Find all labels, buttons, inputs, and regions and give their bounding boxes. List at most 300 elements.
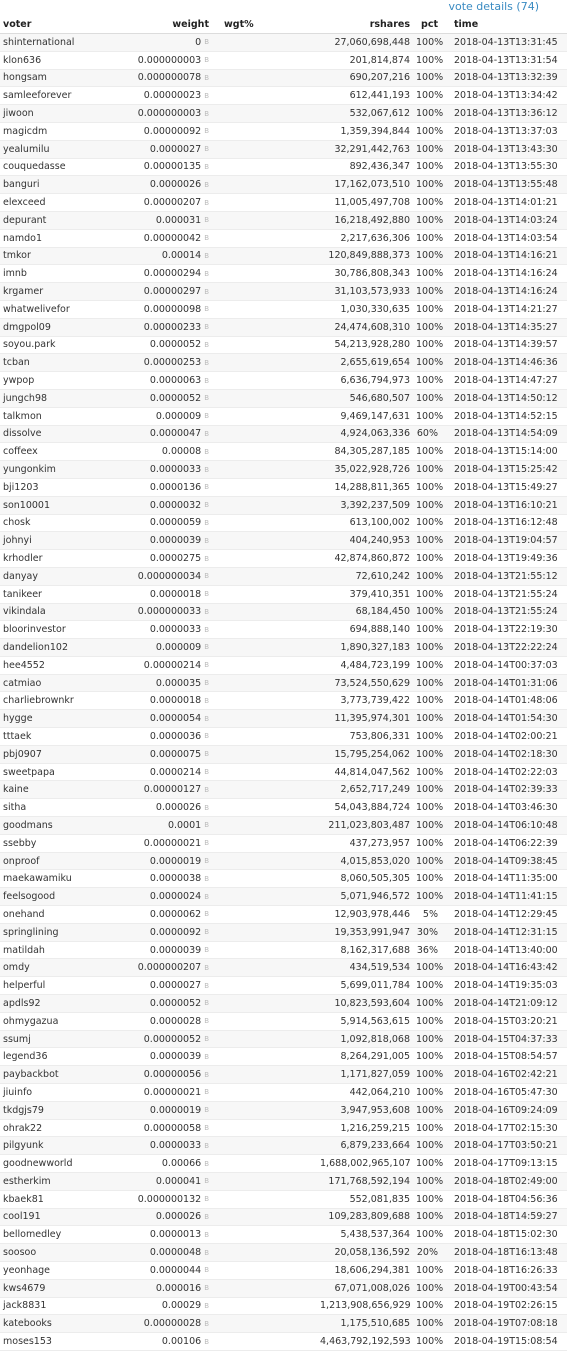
vote-weight [106, 283, 212, 301]
vote-rshares: 35,022,928,726 [317, 461, 413, 479]
voter-name[interactable]: namdo1 [0, 229, 106, 247]
vote-rshares: 1,688,002,965,107 [317, 1155, 413, 1173]
voter-name[interactable]: onproof [0, 852, 106, 870]
vote-pct: 100% [413, 1208, 441, 1226]
voter-name[interactable]: elexceed [0, 194, 106, 212]
weight-value: 0.0000052 [149, 392, 202, 404]
vote-time: 2018-04-14T13:40:00 [441, 941, 567, 959]
vote-rshares: 19,353,991,947 [317, 923, 413, 941]
vote-rshares: 3,392,237,509 [317, 496, 413, 514]
vote-row [0, 425, 567, 443]
voter-name[interactable]: springlining [0, 923, 106, 941]
vote-row [0, 728, 567, 746]
vote-pct: 100% [413, 781, 441, 799]
voter-name[interactable]: dandelion102 [0, 639, 106, 657]
vote-wgt-pct [212, 834, 317, 852]
vote-weight [106, 532, 212, 550]
vote-wgt-pct [212, 567, 317, 585]
vote-pct: 100% [413, 995, 441, 1013]
voter-name[interactable]: son10001 [0, 496, 106, 514]
vote-wgt-pct [212, 1066, 317, 1084]
vote-wgt-pct [212, 656, 317, 674]
vote-pct: 100% [413, 407, 441, 425]
vote-weight [106, 354, 212, 372]
voter-name[interactable]: ssebby [0, 834, 106, 852]
vote-wgt-pct [212, 888, 317, 906]
vote-weight [106, 496, 212, 514]
vote-time: 2018-04-15T04:37:33 [441, 1030, 567, 1048]
weight-value: 0.0000028 [149, 1015, 202, 1027]
voter-name[interactable]: pilgyunk [0, 1137, 106, 1155]
vote-time: 2018-04-14T01:31:06 [441, 674, 567, 692]
weight-value: 0.0000036 [149, 730, 202, 742]
vote-pct: 100% [413, 799, 441, 817]
voter-name[interactable]: apdls92 [0, 995, 106, 1013]
vote-time: 2018-04-13T13:55:30 [441, 158, 567, 176]
vote-wgt-pct [212, 781, 317, 799]
vote-weight [106, 211, 212, 229]
vote-row [0, 763, 567, 781]
voter-name[interactable]: banguri [0, 176, 106, 194]
voter-name[interactable]: pbj0907 [0, 745, 106, 763]
vote-time: 2018-04-13T15:25:42 [441, 461, 567, 479]
vote-weight [106, 105, 212, 123]
weight-unit-label: B [204, 892, 209, 901]
vote-row [0, 585, 567, 603]
vote-row [0, 1244, 567, 1262]
vote-wgt-pct [212, 1137, 317, 1155]
weight-value: 0.0000062 [149, 908, 202, 920]
vote-time: 2018-04-16T02:42:21 [441, 1066, 567, 1084]
vote-wgt-pct [212, 817, 317, 835]
vote-pct: 100% [413, 443, 441, 461]
vote-time: 2018-04-14T11:41:15 [441, 888, 567, 906]
vote-pct: 100% [413, 336, 441, 354]
vote-weight [106, 1208, 212, 1226]
vote-wgt-pct [212, 354, 317, 372]
voter-name[interactable]: soyou.park [0, 336, 106, 354]
vote-wgt-pct [212, 87, 317, 105]
voter-name[interactable]: goodnewworld [0, 1155, 106, 1173]
weight-value: 0 [195, 36, 202, 48]
voter-name[interactable]: estherkim [0, 1173, 106, 1191]
weight-unit-label: B [204, 465, 209, 474]
vote-row [0, 710, 567, 728]
vote-rshares: 6,636,794,973 [317, 372, 413, 390]
vote-row [0, 514, 567, 532]
weight-value: 0.000000132 [137, 1193, 202, 1205]
vote-weight [106, 852, 212, 870]
weight-unit-label: B [204, 1337, 209, 1346]
weight-unit-label: B [204, 572, 209, 581]
voter-name[interactable]: danyay [0, 567, 106, 585]
voter-name[interactable]: paybackbot [0, 1066, 106, 1084]
vote-rshares: 20,058,136,592 [317, 1244, 413, 1262]
voter-name[interactable]: tcban [0, 354, 106, 372]
vote-row [0, 69, 567, 87]
weight-unit-label: B [204, 340, 209, 349]
vote-pct: 100% [413, 1030, 441, 1048]
voter-name[interactable]: matildah [0, 941, 106, 959]
voter-name[interactable]: tttaek [0, 728, 106, 746]
vote-wgt-pct [212, 265, 317, 283]
vote-time: 2018-04-19T00:43:54 [441, 1279, 567, 1297]
vote-pct: 100% [413, 639, 441, 657]
weight-value: 0.00029 [161, 1300, 202, 1312]
vote-rshares: 1,175,510,685 [317, 1315, 413, 1333]
vote-pct: 100% [413, 1190, 441, 1208]
weight-unit-label: B [204, 857, 209, 866]
weight-unit-label: B [204, 162, 209, 171]
vote-pct: 100% [413, 140, 441, 158]
voter-name[interactable]: johnyi [0, 532, 106, 550]
column-header-voter[interactable]: voter [0, 16, 106, 34]
voter-name[interactable]: coffeex [0, 443, 106, 461]
voter-name[interactable]: bji1203 [0, 478, 106, 496]
vote-wgt-pct [212, 1226, 317, 1244]
weight-unit-label: B [204, 803, 209, 812]
weight-unit-label: B [204, 1017, 209, 1026]
weight-value: 0.0000075 [149, 748, 202, 760]
weight-unit-label: B [204, 305, 209, 314]
vote-time: 2018-04-13T13:43:30 [441, 140, 567, 158]
voter-name[interactable]: tkdgjs79 [0, 1101, 106, 1119]
weight-value: 0.0000033 [149, 464, 202, 476]
voter-name[interactable]: samleeforever [0, 87, 106, 105]
vote-row [0, 1084, 567, 1102]
vote-wgt-pct [212, 906, 317, 924]
vote-time: 2018-04-13T22:19:30 [441, 621, 567, 639]
vote-pct: 100% [413, 389, 441, 407]
voter-name[interactable]: hee4552 [0, 656, 106, 674]
vote-weight [106, 995, 212, 1013]
vote-weight [106, 906, 212, 924]
voter-name[interactable]: imnb [0, 265, 106, 283]
voter-name[interactable]: krgamer [0, 283, 106, 301]
voter-name[interactable]: yeonhage [0, 1261, 106, 1279]
voter-name[interactable]: sweetpapa [0, 763, 106, 781]
weight-value: 0.000000078 [137, 72, 202, 84]
weight-unit-label: B [204, 1230, 209, 1239]
vote-wgt-pct [212, 461, 317, 479]
vote-rshares: 30,786,808,343 [317, 265, 413, 283]
vote-row [0, 674, 567, 692]
vote-wgt-pct [212, 603, 317, 621]
voter-name[interactable]: katebooks [0, 1315, 106, 1333]
voter-name[interactable]: feelsogood [0, 888, 106, 906]
vote-wgt-pct [212, 51, 317, 69]
vote-pct: 100% [413, 763, 441, 781]
vote-pct: 20% [413, 1244, 441, 1262]
vote-time: 2018-04-13T14:54:09 [441, 425, 567, 443]
vote-time: 2018-04-13T14:35:27 [441, 318, 567, 336]
vote-rshares: 17,162,073,510 [317, 176, 413, 194]
voter-name[interactable]: whatwelivefor [0, 300, 106, 318]
vote-row [0, 621, 567, 639]
vote-wgt-pct [212, 532, 317, 550]
vote-time: 2018-04-18T04:56:36 [441, 1190, 567, 1208]
voter-name[interactable]: goodmans [0, 817, 106, 835]
vote-rshares: 6,879,233,664 [317, 1137, 413, 1155]
vote-rshares: 892,436,347 [317, 158, 413, 176]
voter-name[interactable]: dmgpol09 [0, 318, 106, 336]
voter-name[interactable]: jiwoon [0, 105, 106, 123]
voter-name[interactable]: jiuinfo [0, 1084, 106, 1102]
vote-weight [106, 763, 212, 781]
vote-weight [106, 140, 212, 158]
vote-rshares: 8,060,505,305 [317, 870, 413, 888]
vote-pct: 100% [413, 1119, 441, 1137]
voter-name[interactable]: depurant [0, 211, 106, 229]
vote-wgt-pct [212, 389, 317, 407]
voter-name[interactable]: kaine [0, 781, 106, 799]
vote-pct: 100% [413, 550, 441, 568]
vote-rshares: 5,699,011,784 [317, 977, 413, 995]
voter-name[interactable]: tanikeer [0, 585, 106, 603]
voter-name[interactable]: yealumilu [0, 140, 106, 158]
voter-name[interactable]: couquedasse [0, 158, 106, 176]
weight-value: 0.0000033 [149, 1140, 202, 1152]
vote-row [0, 194, 567, 212]
voter-name[interactable]: jungch98 [0, 389, 106, 407]
weight-value: 0.000000003 [137, 54, 202, 66]
vote-row [0, 247, 567, 265]
vote-time: 2018-04-19T15:08:54 [441, 1333, 567, 1351]
vote-row [0, 300, 567, 318]
weight-unit-label: B [204, 1052, 209, 1061]
vote-weight [106, 407, 212, 425]
vote-weight [106, 888, 212, 906]
vote-wgt-pct [212, 959, 317, 977]
vote-row [0, 852, 567, 870]
vote-pct: 100% [413, 514, 441, 532]
vote-weight [106, 977, 212, 995]
voter-name[interactable]: cool191 [0, 1208, 106, 1226]
column-header-time[interactable]: time [441, 16, 567, 34]
weight-unit-label: B [204, 1266, 209, 1275]
voter-name[interactable]: ohrak22 [0, 1119, 106, 1137]
vote-time: 2018-04-18T02:49:00 [441, 1173, 567, 1191]
weight-unit-label: B [204, 1177, 209, 1186]
vote-weight [106, 318, 212, 336]
voter-name[interactable]: catmiao [0, 674, 106, 692]
vote-wgt-pct [212, 585, 317, 603]
voter-name[interactable]: bloorinvestor [0, 621, 106, 639]
vote-pct: 100% [413, 176, 441, 194]
vote-time: 2018-04-14T16:43:42 [441, 959, 567, 977]
vote-pct: 100% [413, 1137, 441, 1155]
votes-header-row [0, 16, 567, 34]
voter-name[interactable]: talkmon [0, 407, 106, 425]
voter-name[interactable]: vikindala [0, 603, 106, 621]
vote-time: 2018-04-14T06:22:39 [441, 834, 567, 852]
voter-name[interactable]: shinternational [0, 34, 106, 52]
vote-pct: 100% [413, 354, 441, 372]
voter-name[interactable]: ohmygazua [0, 1012, 106, 1030]
weight-unit-label: B [204, 127, 209, 136]
weight-value: 0.0000024 [149, 891, 202, 903]
vote-row [0, 1048, 567, 1066]
vote-rshares: 694,888,140 [317, 621, 413, 639]
column-header-weight[interactable]: weight [106, 16, 212, 34]
vote-row [0, 1261, 567, 1279]
vote-wgt-pct [212, 34, 317, 52]
weight-unit-label: B [204, 447, 209, 456]
column-header-pct[interactable]: pct [413, 16, 441, 34]
vote-wgt-pct [212, 176, 317, 194]
weight-unit-label: B [204, 554, 209, 563]
weight-value: 0.0000019 [149, 1104, 202, 1116]
weight-unit-label: B [204, 1088, 209, 1097]
vote-weight [106, 834, 212, 852]
weight-unit-label: B [204, 234, 209, 243]
vote-wgt-pct [212, 1190, 317, 1208]
voter-name[interactable]: klon636 [0, 51, 106, 69]
vote-weight [106, 674, 212, 692]
vote-wgt-pct [212, 1030, 317, 1048]
vote-row [0, 781, 567, 799]
voter-name[interactable]: tmkor [0, 247, 106, 265]
voter-name[interactable]: moses153 [0, 1333, 106, 1351]
voter-name[interactable]: omdy [0, 959, 106, 977]
weight-unit-label: B [204, 785, 209, 794]
vote-row [0, 1208, 567, 1226]
voter-name[interactable]: charliebrownkr [0, 692, 106, 710]
weight-value: 0.0001 [167, 819, 202, 831]
vote-row [0, 1226, 567, 1244]
vote-pct: 100% [413, 959, 441, 977]
voter-name[interactable]: yungonkim [0, 461, 106, 479]
vote-rshares: 54,213,928,280 [317, 336, 413, 354]
vote-wgt-pct [212, 318, 317, 336]
vote-pct: 100% [413, 34, 441, 52]
vote-pct: 100% [413, 888, 441, 906]
voter-name[interactable]: helperful [0, 977, 106, 995]
voter-name[interactable]: jack8831 [0, 1297, 106, 1315]
weight-unit-label: B [204, 1035, 209, 1044]
vote-wgt-pct [212, 336, 317, 354]
vote-details-link[interactable]: vote details (74) [448, 0, 539, 13]
vote-wgt-pct [212, 639, 317, 657]
voter-name[interactable]: hygge [0, 710, 106, 728]
vote-rshares: 546,680,507 [317, 389, 413, 407]
vote-rshares: 1,092,818,068 [317, 1030, 413, 1048]
weight-value: 0.00066 [161, 1158, 202, 1170]
vote-wgt-pct [212, 799, 317, 817]
voter-name[interactable]: soosoo [0, 1244, 106, 1262]
weight-value: 0.00000135 [143, 161, 202, 173]
vote-rshares: 10,823,593,604 [317, 995, 413, 1013]
voter-name[interactable]: kws4679 [0, 1279, 106, 1297]
weight-unit-label: B [204, 1212, 209, 1221]
vote-row [0, 158, 567, 176]
voter-name[interactable]: maekawamiku [0, 870, 106, 888]
vote-pct: 100% [413, 692, 441, 710]
vote-weight [106, 728, 212, 746]
weight-value: 0.0000059 [149, 517, 202, 529]
vote-wgt-pct [212, 995, 317, 1013]
vote-weight [106, 781, 212, 799]
vote-row [0, 888, 567, 906]
vote-time: 2018-04-13T14:16:24 [441, 265, 567, 283]
vote-rshares: 5,914,563,615 [317, 1012, 413, 1030]
voter-name[interactable]: bellomedley [0, 1226, 106, 1244]
vote-rshares: 1,216,259,215 [317, 1119, 413, 1137]
vote-wgt-pct [212, 496, 317, 514]
weight-unit-label: B [204, 643, 209, 652]
voter-name[interactable]: magicdm [0, 122, 106, 140]
vote-weight [106, 425, 212, 443]
vote-pct: 100% [413, 745, 441, 763]
vote-time: 2018-04-14T12:29:45 [441, 906, 567, 924]
weight-unit-label: B [204, 198, 209, 207]
vote-rshares: 16,218,492,880 [317, 211, 413, 229]
vote-weight [106, 1297, 212, 1315]
weight-value: 0.000000034 [137, 570, 202, 582]
vote-pct: 100% [413, 1173, 441, 1191]
weight-unit-label: B [204, 1248, 209, 1257]
voter-name[interactable]: ywpop [0, 372, 106, 390]
column-header-rshares[interactable]: rshares [317, 16, 413, 34]
weight-value: 0.00000092 [143, 125, 202, 137]
voter-name[interactable]: dissolve [0, 425, 106, 443]
voter-name[interactable]: sitha [0, 799, 106, 817]
vote-weight [106, 941, 212, 959]
vote-row [0, 229, 567, 247]
vote-weight [106, 639, 212, 657]
vote-wgt-pct [212, 941, 317, 959]
weight-value: 0.00000028 [143, 1318, 202, 1330]
vote-pct: 100% [413, 300, 441, 318]
vote-wgt-pct [212, 105, 317, 123]
vote-rshares: 613,100,002 [317, 514, 413, 532]
voter-name[interactable]: kbaek81 [0, 1190, 106, 1208]
vote-pct: 100% [413, 728, 441, 746]
vote-row [0, 1066, 567, 1084]
vote-row [0, 496, 567, 514]
vote-weight [106, 567, 212, 585]
vote-rshares: 211,023,803,487 [317, 817, 413, 835]
vote-wgt-pct [212, 852, 317, 870]
vote-wgt-pct [212, 1261, 317, 1279]
vote-row [0, 105, 567, 123]
vote-pct: 100% [413, 621, 441, 639]
vote-wgt-pct [212, 1155, 317, 1173]
vote-pct: 100% [413, 122, 441, 140]
vote-weight [106, 1155, 212, 1173]
voter-name[interactable]: krhodler [0, 550, 106, 568]
vote-pct: 100% [413, 674, 441, 692]
vote-pct: 100% [413, 496, 441, 514]
weight-value: 0.0000136 [149, 481, 202, 493]
weight-value: 0.000026 [155, 802, 202, 814]
vote-rshares: 690,207,216 [317, 69, 413, 87]
voter-name[interactable]: legend36 [0, 1048, 106, 1066]
weight-value: 0.0000092 [149, 926, 202, 938]
vote-wgt-pct [212, 122, 317, 140]
vote-row [0, 567, 567, 585]
vote-weight [106, 1315, 212, 1333]
column-header-wgt-pct[interactable]: wgt% [212, 16, 317, 34]
voter-name[interactable]: onehand [0, 906, 106, 924]
weight-value: 0.00000021 [143, 837, 202, 849]
vote-wgt-pct [212, 140, 317, 158]
voter-name[interactable]: ssumj [0, 1030, 106, 1048]
vote-rshares: 753,806,331 [317, 728, 413, 746]
voter-name[interactable]: hongsam [0, 69, 106, 87]
weight-value: 0.0000033 [149, 624, 202, 636]
voter-name[interactable]: chosk [0, 514, 106, 532]
